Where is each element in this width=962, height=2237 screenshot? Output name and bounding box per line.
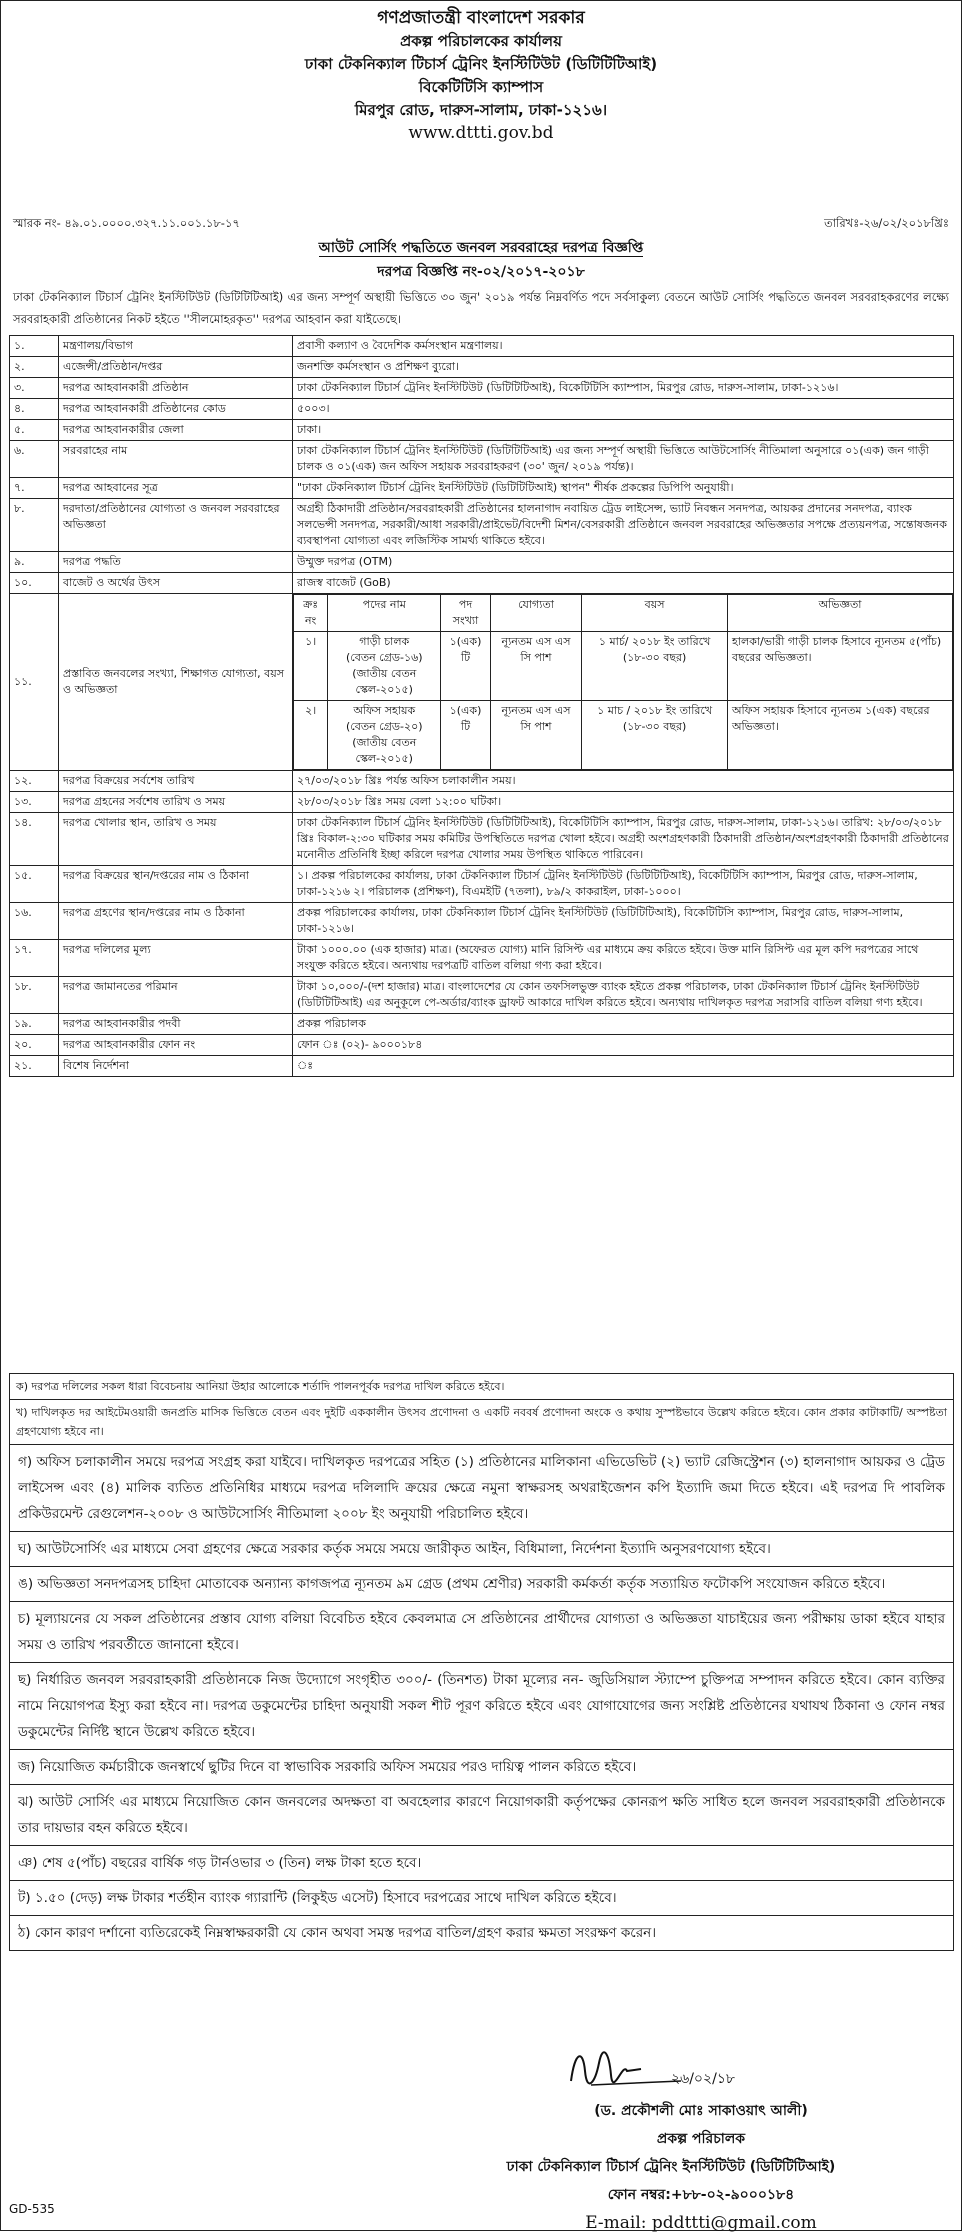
post-column-header: পদ সংখ্যা [441, 595, 490, 632]
posts-table [293, 594, 953, 770]
row-value: ঢাকা। [293, 420, 954, 441]
row-number: ১৫. [10, 866, 59, 903]
post-count: ১(এক) টি [449, 704, 482, 733]
row-number: ২. [10, 357, 59, 378]
instruction-item: ঠ) কোন কারণ দর্শানো ব্যতিরেকেই নিম্নস্বাক্ষরকারী যে কোন অথবা সমস্ত দরপত্র বাতিল/গ্রহণ করার ক্ষমতা সংরক্ষণ করেন। [9, 1916, 954, 1951]
instruction-item: চ) মূল্যায়নের যে সকল প্রতিষ্ঠানের প্রস্তাব যোগ্য বলিয়া বিবেচিত হইবে কেবলমাত্র সে প্রতিষ্ঠানের প্রার্থীদের যোগ্যতা ও অভিজ্ঞতা যাচাইয়ের জন্য পরীক্ষায় ডাকা হইবে যাহার সময় ও তারিখ পরবর্তীতে জানানো হইবে। [9, 1602, 954, 1663]
table-row [10, 552, 954, 573]
table-row [10, 594, 954, 771]
post-name3: (জাতীয় বেতন স্কেল-২০১৫) [352, 736, 417, 765]
post-cell [441, 632, 490, 701]
row-number: ১২. [10, 771, 59, 792]
row-number: ১৯. [10, 1014, 59, 1035]
row-number: ১. [10, 336, 59, 357]
instruction-item: ট) ১.৫০ (দেড়) লক্ষ টাকার শর্তহীন ব্যাংক গ্যারান্টি (লিকুইড এসেট) হিসাবে দরপত্রের সাথে দাখিল করিতে হইবে। [9, 1881, 954, 1916]
row-number: ৪. [10, 399, 59, 420]
post-column-header: অভিজ্ঞতা [728, 595, 953, 632]
post-column-header: বয়স [582, 595, 728, 632]
row-key: দরপত্র গ্রহণের স্থান/দপ্তরের নাম ও ঠিকানা [59, 903, 293, 940]
post-cell [328, 632, 441, 701]
row-value: টাকা ১০,০০০/-(দশ হাজার) মাত্র। বাংলাদেশের যে কোন তফসিলভুক্ত ব্যাংক হইতে প্রকল্প পরিচালক, ঢাকা টেকনিক্যাল টিচার্স ট্রেনিং ইনস্টিটিউট (ডিটিটিটিআই) এর অনুকূলে পে-অর্ডার/ব্যাংক ড্রাফট আকারে দাখিল করিতে হইবে। অন্যথায় দাখিলকৃত দরপত্র সরাসরি বাতিল বলিয়া গণ্য হইবে। [293, 977, 954, 1014]
table-row [10, 977, 954, 1014]
table-row [10, 357, 954, 378]
row-key: বাজেট ও অর্থের উৎস [59, 573, 293, 594]
table-row [10, 478, 954, 499]
signer-phone: ফোন নম্বর:+৮৮-০২-৯০০০১৮৪ [607, 2187, 795, 2203]
row-value: ফোন ঃ (০২)- ৯০০০১৮৪ [293, 1035, 954, 1056]
row-key: দরপত্র পদ্ধতি [59, 552, 293, 573]
instruction-item: গ) অফিস চলাকালীন সময়ে দরপত্র সংগ্রহ করা যাইবে। দাখিলকৃত দরপত্রের সহিত (১) প্রতিষ্ঠানের মালিকানা এভিডেভিট (২) ভ্যাট রেজিস্ট্রেশন (৩) হালনাগাদ আয়কর ও ট্রেড লাইসেন্স এবং (৪) মালিক ব্যতিত প্রতিনিধির মাধ্যমে দরপত্র দলিলাদি ক্রয়ের ক্ষেত্রে নমুনা স্বাক্ষরসহ অথরাইজেশন কপি ইত্যাদি জমা দিতে হইবে। এই দরপত্র দি পাবলিক প্রকিউরমেন্ট রেগুলেশন-২০০৮ ও আউটসোর্সিং নীতিমালা ২০০৮ ইং অনুযায়ী পরিচালিত হইবে। [9, 1445, 954, 1532]
table-row [10, 940, 954, 977]
row-key: এজেন্সী/প্রতিষ্ঠান/দপ্তর [59, 357, 293, 378]
address: মিরপুর রোড, দারুস-সালাম, ঢাকা-১২১৬। [354, 101, 608, 119]
memo-date: তারিখঃ-২৬/০২/২০১৮খ্রিঃ [824, 216, 949, 230]
row-key: বিশেষ নির্দেশনা [59, 1056, 293, 1077]
instruction-item: খ) দাখিলকৃত দর আইটেমওয়ারী জনপ্রতি মাসিক ভিত্তিতে বেতন এবং দুইটি এককালীন উৎসব প্রণোদনা ও একটি নববর্ষ প্রণোদনা অংকে ও কথায় সুস্পষ্টভাবে উল্লেখ করিতে হইবে। কোন প্রকার কাটাকাটি/ অস্পষ্টতা গ্রহণযোগ্য হইবে না। [9, 1400, 954, 1445]
row-number: ১৪. [10, 813, 59, 866]
special-instructions [9, 1373, 954, 1951]
row-value: ২৭/০৩/২০১৮ খ্রিঃ পর্যন্ত অফিস চলাকালীন সময়। [293, 771, 954, 792]
row-number: ৫. [10, 420, 59, 441]
row-value: ২৮/০৩/২০১৮ খ্রিঃ সময় বেলা ১২:০০ ঘটিকা। [293, 792, 954, 813]
post-name1: অফিস সহায়ক [353, 704, 416, 717]
post-cell [728, 701, 953, 770]
signer-email[interactable]: E-mail: pddttti@gmail.com [585, 2213, 817, 2233]
row-number: ১৩. [10, 792, 59, 813]
row-number: ৩. [10, 378, 59, 399]
instruction-item: ঞ) শেষ ৫(পাঁচ) বছরের বার্ষিক গড় টার্নওভার ৩ (তিন) লক্ষ টাকা হতে হবে। [9, 1846, 954, 1881]
post-name2: (বেতন গ্রেড-১৬) [345, 651, 423, 664]
row-value: প্রকল্প পরিচালকের কার্যালয়, ঢাকা টেকনিক্যাল টিচার্স ট্রেনিং ইনস্টিটিউট (ডিটিটিটিআই), বিকেটিটিসি ক্যাম্পাস, মিরপুর রোড, দারুস-সালাম, ঢাকা-১২১৬। [293, 903, 954, 940]
row-number: ৬. [10, 441, 59, 478]
notice-title [1, 236, 961, 260]
row-key: দরপত্র দলিলের মূল্য [59, 940, 293, 977]
signature-date: ২৬/০২/১৮ [671, 2071, 736, 2087]
row-key: দরদাতা/প্রতিষ্ঠানের যোগ্যতা ও জনবল সরবরাহের অভিজ্ঞতা [59, 499, 293, 552]
row-value: "ঢাকা টেকনিক্যাল টিচার্স ট্রেনিং ইনস্টিটিউট (ডিটিটিটিআই) স্থাপন" শীর্ষক প্রকল্পের ডিপিপি অনুযায়ী। [293, 478, 954, 499]
instruction-item: ঙ) অভিজ্ঞতা সনদপত্রসহ চাহিদা মোতাবেক অন্যান্য কাগজপত্র ন্যূনতম ৯ম গ্রেড (প্রথম শ্রেণীর) সরকারী কর্মকর্তা কর্তৃক সত্যায়িত ফটোকপি সংযোজন করিতে হইবে। [9, 1567, 954, 1602]
row-key: দরপত্র বিক্রয়ের সর্বশেষ তারিখ [59, 771, 293, 792]
table-row [10, 420, 954, 441]
intro-paragraph: ঢাকা টেকনিক্যাল টিচার্স ট্রেনিং ইনস্টিটিউট (ডিটিটিটিআই) এর জন্য সম্পূর্ণ অস্থায়ী ভিত্তিতে ৩০ জুন' ২০১৯ পর্যন্ত নিম্নবর্ণিত পদে সর্বসাকুল্য বেতনে আউট সোর্সিং পদ্ধতিতে জনবল সরবরাহকরণের লক্ষ্যে সরবরাহকারী প্রতিষ্ঠানের নিকট হইতে ''সীলমোহরকৃত'' দরপত্র আহবান করা যাইতেছে। [13, 290, 949, 326]
row-key: প্রস্তাবিত জনবলের সংখ্যা, শিক্ষাগত যোগ্যতা, বয়স ও অভিজ্ঞতা [59, 594, 293, 771]
memo-number: স্মারক নং- ৪৯.০১.০০০০.৩২৭.১১.০০১.১৮-১৭ [13, 216, 240, 230]
row-number: ১৭. [10, 940, 59, 977]
signer-title: প্রকল্প পরিচালক [656, 2131, 746, 2147]
post-qual: ন্যূনতম এস এস সি পাশ [501, 635, 571, 664]
table-row [10, 1056, 954, 1077]
table-row [10, 336, 954, 357]
instruction-item: জ) নিয়োজিত কর্মচারীকে জনস্বার্থে ছুটির দিনে বা স্বাভাবিক সরকারি অফিস সময়ের পরও দায়িত্ব পালন করিতে হইবে। [9, 1750, 954, 1785]
row-value: ৫০০৩। [293, 399, 954, 420]
row-key: দরপত্র জামানতের পরিমান [59, 977, 293, 1014]
post-qual: ন্যূনতম এস এস সি পাশ [501, 704, 571, 733]
row-value: ঢাকা টেকনিক্যাল টিচার্স ট্রেনিং ইনস্টিটিউট (ডিটিটিটিআই), বিকেটিটিসি ক্যাম্পাস, মিরপুর রোড, দারুস-সালাম, ঢাকা-১২১৬। তারিখ: ২৮/০৩/২০১৮ খ্রিঃ বিকাল-২:৩০ ঘটিকার সময় কমিটির উপস্থিতিতে দরপত্র খোলা হইবে। অগ্রহী অংশগ্রহণকারী ঠিকাদারী প্রতিষ্ঠান/অংশগ্রহণকারী ঠিকাদারী প্রতিষ্ঠানের মনোনীত প্রতিনিধি ইচ্ছা করিলে দরপত্র খোলার সময় উপস্থিত থাকিতে পারিবেন। [293, 813, 954, 866]
post-cell [294, 701, 328, 770]
row-value: প্রবাসী কল্যাণ ও বৈদেশিক কর্মসংস্থান মন্ত্রণালয়। [293, 336, 954, 357]
row-key: দরপত্র খোলার স্থান, তারিখ ও সময় [59, 813, 293, 866]
row-number: ১৮. [10, 977, 59, 1014]
office-name: প্রকল্প পরিচালকের কার্যালয় [400, 32, 562, 50]
post-cell [441, 701, 490, 770]
table-row [10, 1035, 954, 1056]
table-row [10, 771, 954, 792]
post-cell [328, 701, 441, 770]
post-row [294, 701, 953, 770]
post-cell [490, 701, 581, 770]
row-key: দরপত্র আহবানকারীর ফোন নং [59, 1035, 293, 1056]
table-row [10, 441, 954, 478]
row-value: রাজস্ব বাজেট (GoB) [293, 573, 954, 594]
row-number: ১৬. [10, 903, 59, 940]
table-row [10, 399, 954, 420]
signer-name: (ড. প্রকৌশলী মোঃ সাকাওয়াৎ আলী) [594, 2103, 808, 2119]
row-number: ৯. [10, 552, 59, 573]
row-number: ৮. [10, 499, 59, 552]
table-row [10, 903, 954, 940]
row-value: ১। প্রকল্প পরিচালকের কার্যালয়, ঢাকা টেকনিক্যাল টিচার্স ট্রেনিং ইনস্টিটিউট (ডিটিটিটিআই), বিকেটিটিসি ক্যাম্পাস, মিরপুর রোড, দারুস-সালাম, ঢাকা-১২১৬ ২। পরিচালক (প্রশিক্ষণ), বিএমইটি (৭তলা), ৮৯/২ কাকরাইল, ঢাকা-১০০০। [293, 866, 954, 903]
notice-title-text: আউট সোর্সিং পদ্ধতিতে জনবল সরবরাহের দরপত্র বিজ্ঞপ্তি [318, 240, 644, 256]
row-value: অগ্রহী ঠিকাদারী প্রতিষ্ঠান/সরবরাহকারী প্রতিষ্ঠানের হালনাগাদ নবায়িত ট্রেড লাইসেন্স, ভ্যাট নিবন্ধন সনদপত্র, আয়কর প্রদানের সনদপত্র, ব্যাংক সলভেন্সী সনদপত্র, সরকারী/আধা সরকারী/প্রাইভেট/বিদেশী মিশন/বেসরকারী প্রতিষ্ঠানে জনবল সরবরাহের অভিজ্ঞতার সপক্ষে প্রত্যয়নপত্র, সন্তোষজনক ব্যবস্থাপনা যোগ্যতা এবং লজিস্টিক সামর্থ্য থাকিতে হইবে। [293, 499, 954, 552]
post-cell [294, 632, 328, 701]
post-sl: ২। [305, 704, 317, 717]
post-cell [582, 701, 728, 770]
post-exp: হালকা/ভারী গাড়ী চালক হিসাবে ন্যূনতম ৫(পাঁচ) বছরের অভিজ্ঞতা। [732, 635, 942, 664]
table-row [10, 1014, 954, 1035]
post-column-header: পদের নাম [328, 595, 441, 632]
row-key: দরপত্র আহবানকারীর পদবী [59, 1014, 293, 1035]
post-column-header: ক্রঃ নং [294, 595, 328, 632]
instruction-item: ঝ) আউট সোর্সিং এর মাধ্যমে নিয়োজিত কোন জনবলের অদক্ষতা বা অবহেলার কারণে নিয়োগকারী কর্তৃপক্ষের কোনরূপ ক্ষতি সাধিত হলে জনবল সরবরাহকারী প্রতিষ্ঠানকে তার দায়ভার বহন করিতে হইবে। [9, 1785, 954, 1846]
signature-block [506, 2041, 881, 2237]
row-value: ঢাকা টেকনিক্যাল টিচার্স ট্রেনিং ইনস্টিটিউট (ডিটিটিটিআই) এর জন্য সম্পূর্ণ অস্থায়ী ভিত্তিতে আউটসোর্সিং নীতিমালা অনুসারে ০১(এক) জন গাড়ী চালক ও ০১(এক) জন অফিস সহায়ক সরবরাহকরণ (৩০' জুন/ ২০১৯ পর্যন্ত)। [293, 441, 954, 478]
row-value: ঢাকা টেকনিক্যাল টিচার্স ট্রেনিং ইনস্টিটিউট (ডিটিটিটিআই), বিকেটিটিসি ক্যাম্পাস, মিরপুর রোড, দারুস-সালাম, ঢাকা-১২১৬। [293, 378, 954, 399]
table-row [10, 499, 954, 552]
row-key: মন্ত্রণালয়/বিভাগ [59, 336, 293, 357]
row-key: সরবরাহের নাম [59, 441, 293, 478]
table-row [10, 792, 954, 813]
row-key: দরপত্র আহবানকারীর জেলা [59, 420, 293, 441]
row-value: টাকা ১০০০.০০ (এক হাজার) মাত্র। (অফেরত যোগ্য) মানি রিসিপ্ট এর মাধ্যমে ক্রয় করিতে হইবে। উক্ত মানি রিসিপ্ট এর মূল কপি দরপত্রের সাথে সংযুক্ত করিতে হইবে। অন্যথায় দরপত্রটি বাতিল বলিয়া গণ্য করা হইবে। [293, 940, 954, 977]
row-number: ২১. [10, 1056, 59, 1077]
table-row [10, 866, 954, 903]
post-name1: গাড়ী চালক [359, 635, 410, 648]
table-row [10, 573, 954, 594]
footer-code: GD-535 [9, 2202, 55, 2216]
govt-title: গণপ্রজাতন্ত্রী বাংলাদেশ সরকার [377, 8, 585, 28]
post-count: ১(এক) টি [449, 635, 482, 664]
post-name2: (বেতন গ্রেড-২০) [345, 720, 423, 733]
post-age: ১ মাচ / ২০১৮ ইং তারিখে (১৮-৩০ বছর) [597, 704, 713, 733]
memo-line [13, 215, 949, 233]
post-column-header: যোগ্যতা [490, 595, 581, 632]
tender-table [9, 335, 954, 1077]
instruction-item: ছ) নির্ধারিত জনবল সরবরাহকারী প্রতিষ্ঠানকে নিজ উদ্যোগে সংগৃহীত ৩০০/- (তিনশত) টাকা মূল্যের নন- জুডিসিয়াল স্ট্যাম্পে চুক্তিপত্র সম্পাদন করিতে হইবে। কোন ব্যক্তির নামে নিয়োগপত্র ইস্যু করা হইবে না। দরপত্র ডকুমেন্টের চাহিদা অনুযায়ী সকল শীট পূরণ করিতে হইবে এবং যোগাযোগের জন্য সংশ্লিষ্ট প্রতিষ্ঠানের যথাযথ ঠিকানা ও ফোন নম্বর ডকুমেন্টের নির্দিষ্ট স্থানে উল্লেখ করিতে হইবে। [9, 1663, 954, 1750]
row-key: দরপত্র আহবানের সূত্র [59, 478, 293, 499]
post-cell [728, 632, 953, 701]
row-key: দরপত্র আহবানকারী প্রতিষ্ঠানের কোড [59, 399, 293, 420]
campus-name: বিকেটিটিসি ক্যাম্পাস [418, 78, 544, 96]
table-row [10, 378, 954, 399]
post-cell [490, 632, 581, 701]
instruction-item: ক) দরপত্র দলিলের সকল ধারা বিবেচনায় আনিয়া উহার আলোকে শর্তাদি পালনপূর্বক দরপত্র দাখিল করিতে হইবে। [9, 1373, 954, 1400]
row-value: ঃ [293, 1056, 954, 1077]
signer-org: ঢাকা টেকনিক্যাল টিচার্স ট্রেনিং ইনস্টিটিউট (ডিটিটিটিআই) [506, 2159, 836, 2175]
instruction-item: ঘ) আউটসোর্সিং এর মাধ্যমে সেবা গ্রহণের ক্ষেত্রে সরকার কর্তৃক সময়ে সময়ে জারীকৃত আইন, বিধিমালা, নির্দেশনা ইত্যাদি অনুসরণযোগ্য হইবে। [9, 1532, 954, 1567]
row-number: ১০. [10, 573, 59, 594]
website[interactable]: www.dttti.gov.bd [408, 123, 554, 143]
row-value: প্রকল্প পরিচালক [293, 1014, 954, 1035]
post-sl: ১। [305, 635, 317, 648]
row-key: দরপত্র বিক্রয়ের স্থান/দপ্তরের নাম ও ঠিকানা [59, 866, 293, 903]
row-number: ৭. [10, 478, 59, 499]
row-number: ১১. [10, 594, 59, 771]
post-name3: (জাতীয় বেতন স্কেল-২০১৫) [352, 667, 417, 696]
row-value: জনশক্তি কর্মসংস্থান ও প্রশিক্ষণ ব্যুরো। [293, 357, 954, 378]
posts-cell [293, 594, 954, 771]
row-number: ২০. [10, 1035, 59, 1056]
post-cell [582, 632, 728, 701]
row-key: দরপত্র আহবানকারী প্রতিষ্ঠান [59, 378, 293, 399]
post-age: ১ মার্চ/ ২০১৮ ইং তারিখে (১৮-৩০ বছর) [598, 635, 711, 664]
post-row [294, 632, 953, 701]
header [1, 7, 961, 145]
row-key: দরপত্র গ্রহনের সর্বশেষ তারিখ ও সময় [59, 792, 293, 813]
institute-name: ঢাকা টেকনিক্যাল টিচার্স ট্রেনিং ইনস্টিটিউট (ডিটিটিটিআই) [304, 55, 658, 73]
post-exp: অফিস সহায়ক হিসাবে ন্যূনতম ১(এক) বছরের অভিজ্ঞতা। [732, 704, 930, 733]
row-value: উম্মুক্ত দরপত্র (OTM) [293, 552, 954, 573]
table-row [10, 813, 954, 866]
notice-subtitle: দরপত্র বিজ্ঞপ্তি নং-০২/২০১৭-২০১৮ [377, 264, 585, 280]
